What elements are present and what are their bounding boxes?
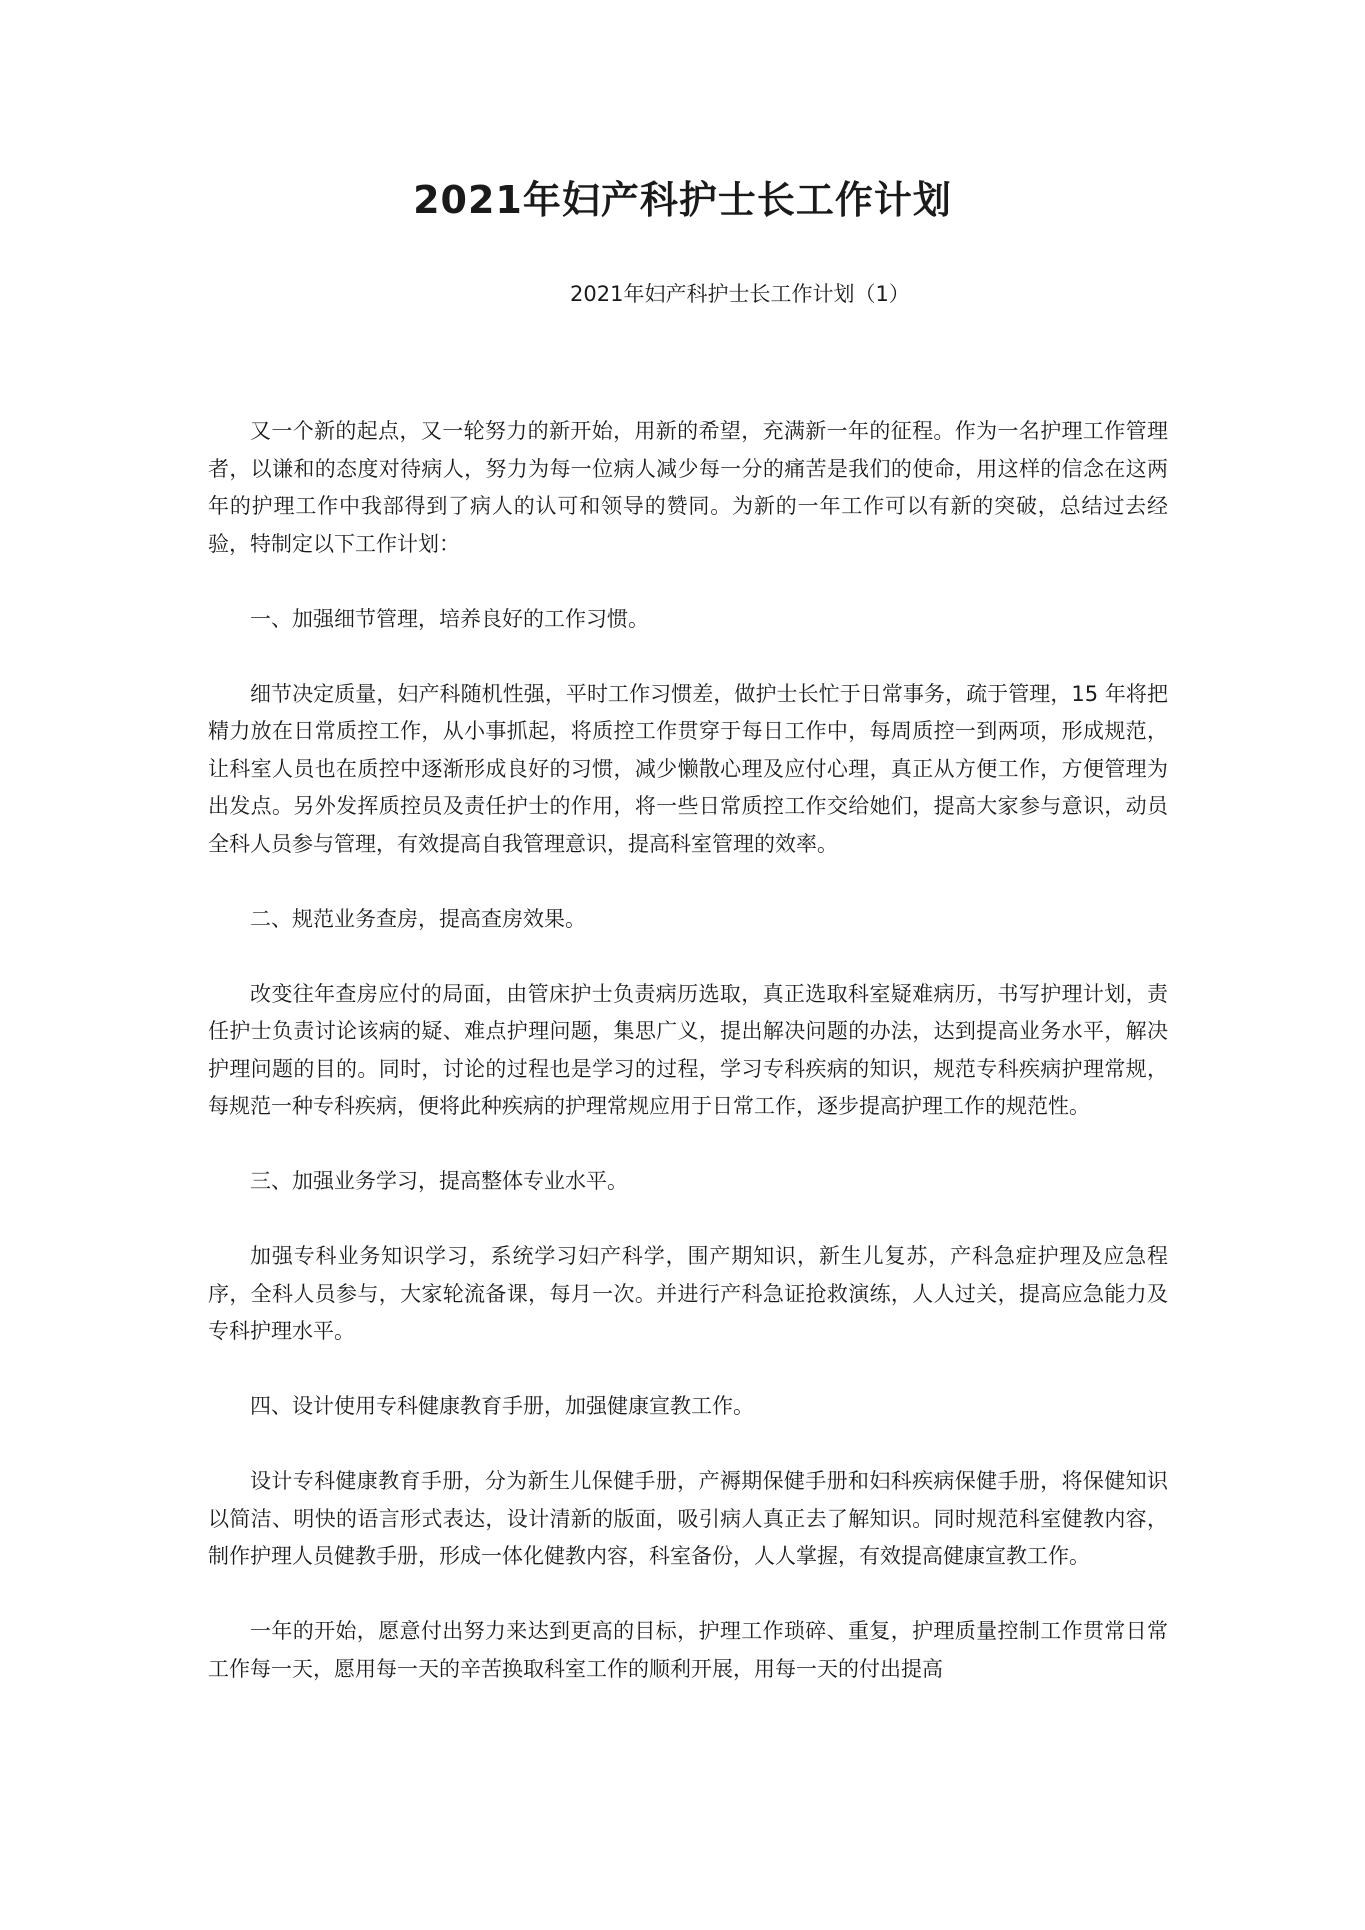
paragraph-gap [208,863,1168,901]
section-body-1: 细节决定质量，妇产科随机性强，平时工作习惯差，做护士长忙于日常事务，疏于管理，15 年将把精力放在日常质控工作，从小事抓起，将质控工作贯穿于每日工作中，每周质控一到两项，形成规范，让科室人员也在质控中逐渐形成良好的习惯，减少懒散心理及应付心理，真正从方便工作，方便管理为出发点。另外发挥质控员及责任护士的作用，将一些日常质控工作交给她们，提高大家参与意识，动员全科人员参与管理，有效提高自我管理意识，提高科室管理的效率。 [208,681,1168,856]
document-title: 2021年妇产科护士长工作计划 [413,178,952,222]
paragraph-closing: 一年的开始，愿意付出努力来达到更高的目标，护理工作琐碎、重复，护理质量控制工作贯常日常工作每一天，愿用每一天的辛苦换取科室工作的顺利开展，用每一天的付出提高 [208,1619,1168,1681]
section-heading-1: 一、加强细节管理，培养良好的工作习惯。 [250,606,649,631]
paragraph-gap [208,563,1168,601]
paragraph-gap [208,1576,1168,1614]
document-subtitle: 2021年妇产科护士长工作计划（1） [570,282,910,306]
paragraph-gap [208,1426,1168,1464]
document-body [208,413,1168,1688]
section-body-3: 加强专科业务知识学习，系统学习妇产科学，围产期知识，新生儿复苏，产科急症护理及应急程序，全科人员参与，大家轮流备课，每月一次。并进行产科急证抢救演练，人人过关，提高应急能力及专科护理水平。 [208,1244,1168,1343]
section-heading-4: 四、设计使用专科健康教育手册，加强健康宣教工作。 [250,1394,754,1418]
paragraph-gap [208,1351,1168,1389]
section-heading-2: 二、规范业务查房，提高查房效果。 [250,906,586,931]
paragraph-gap [208,1126,1168,1164]
section-heading-3: 三、加强业务学习，提高整体专业水平。 [250,1169,628,1193]
section-body-2: 改变往年查房应付的局面，由管床护士负责病历选取，真正选取科室疑难病历，书写护理计划，责任护士负责讨论该病的疑、难点护理问题，集思广义，提出解决问题的办法，达到提高业务水平，解决护理问题的目的。同时，讨论的过程也是学习的过程，学习专科疾病的知识，规范专科疾病护理常规，每规范一种专科疾病，便将此种疾病的护理常规应用于日常工作，逐步提高护理工作的规范性。 [208,981,1168,1118]
paragraph-gap [208,1201,1168,1239]
paragraph-intro: 又一个新的起点，又一轮努力的新开始，用新的希望，充满新一年的征程。作为一名护理工作管理者，以谦和的态度对待病人，努力为每一位病人减少每一分的痛苦是我们的使命，用这样的信念在这两年的护理工作中我部得到了病人的认可和领导的赞同。为新的一年工作可以有新的突破，总结过去经验，特制定以下工作计划： [208,419,1168,556]
paragraph-gap [208,938,1168,976]
paragraph-gap [208,638,1168,676]
section-body-4: 设计专科健康教育手册，分为新生儿保健手册，产褥期保健手册和妇科疾病保健手册，将保健知识以简洁、明快的语言形式表达，设计清新的版面，吸引病人真正去了解知识。同时规范科室健教内容，制作护理人员健教手册，形成一体化健教内容，科室备份，人人掌握，有效提高健康宣教工作。 [208,1469,1168,1568]
